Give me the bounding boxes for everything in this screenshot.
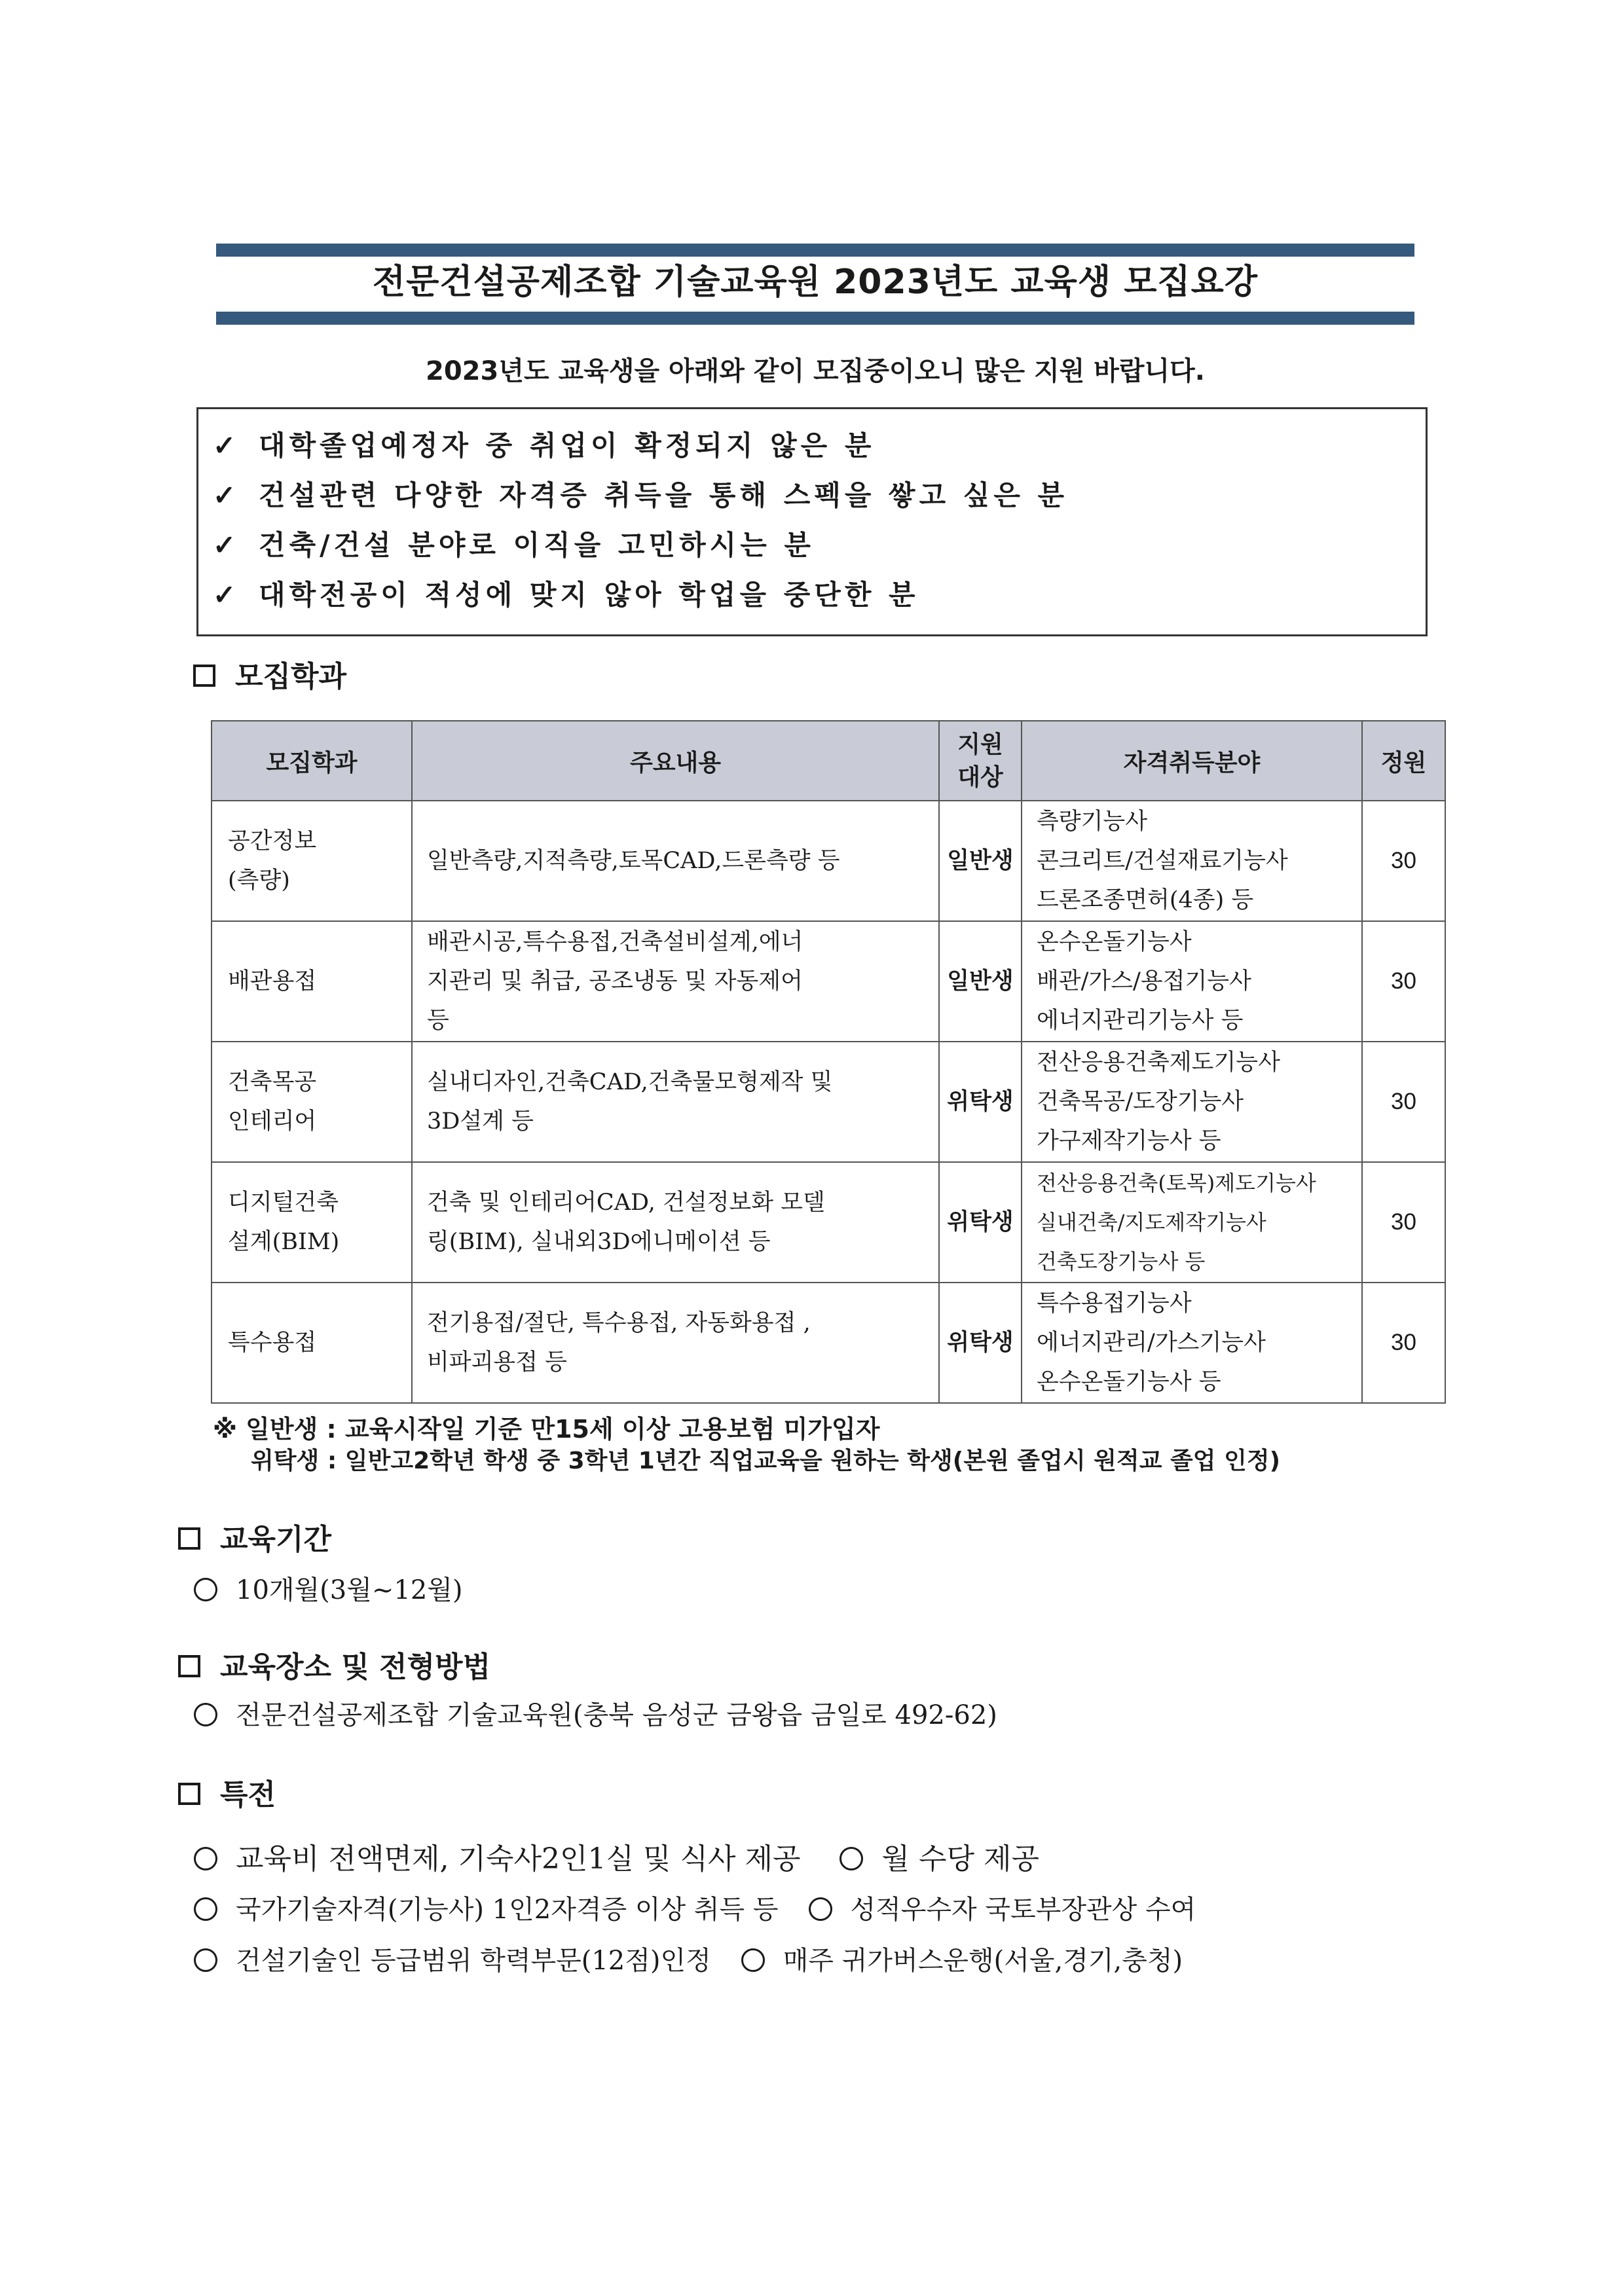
table-row bbox=[212, 1042, 1445, 1162]
table-row bbox=[212, 921, 1445, 1042]
benefits-row-2: 국가기술자격(기능사) 1인2자격증 이상 취득 등 성적우수자 국토부장관상 수여 bbox=[194, 1889, 1196, 1926]
circle-bullet-icon bbox=[741, 1948, 765, 1972]
square-bullet-icon bbox=[178, 1783, 200, 1805]
table-row bbox=[212, 1162, 1445, 1283]
capacity-cell: 30 bbox=[1362, 1042, 1445, 1162]
check-item: ✓ 대학전공이 적성에 맞지 않아 학업을 중단한 분 bbox=[213, 570, 1426, 620]
qualification-cell: 전산응용건축(토목)제도기능사 실내건축/지도제작기능사 건축도장기능사 등 bbox=[1022, 1162, 1362, 1283]
qualification-cell: 특수용접기능사 에너지관리/가스기능사 온수온돌기능사 등 bbox=[1022, 1283, 1362, 1403]
check-item: ✓ 대학졸업예정자 중 취업이 확정되지 않은 분 bbox=[213, 421, 1426, 471]
check-item: ✓ 건설관련 다양한 자격증 취득을 통해 스펙을 쌓고 싶은 분 bbox=[213, 471, 1426, 520]
checkmark-icon: ✓ bbox=[213, 529, 236, 561]
checkmark-icon: ✓ bbox=[213, 429, 236, 462]
col-header-dept: 모집학과 bbox=[212, 721, 412, 801]
location-item: 전문건설공제조합 기술교육원(충북 음성군 금왕읍 금일로 492-62) bbox=[194, 1694, 997, 1732]
target-cell: 일반생 bbox=[939, 921, 1022, 1042]
circle-bullet-icon bbox=[809, 1897, 832, 1921]
circle-bullet-icon bbox=[194, 1897, 217, 1921]
col-header-capacity: 정원 bbox=[1362, 721, 1445, 801]
section-heading-period: 교육기간 bbox=[178, 1516, 331, 1558]
capacity-cell: 30 bbox=[1362, 1162, 1445, 1283]
dept-cell: 특수용접 bbox=[212, 1283, 412, 1403]
capacity-cell: 30 bbox=[1362, 801, 1445, 921]
benefits-row-3: 건설기술인 등급범위 학력부문(12점)인정 매주 귀가버스운행(서울,경기,충청) bbox=[194, 1940, 1183, 1977]
dept-cell: 건축목공 인테리어 bbox=[212, 1042, 412, 1162]
target-audience-box bbox=[196, 407, 1428, 636]
col-header-content: 주요내용 bbox=[412, 721, 939, 801]
benefits-row-1: 교육비 전액면제, 기숙사2인1실 및 식사 제공 월 수당 제공 bbox=[194, 1835, 1039, 1877]
table-row bbox=[212, 801, 1445, 921]
content-cell: 일반측량,지적측량,토목CAD,드론측량 등 bbox=[412, 801, 939, 921]
circle-bullet-icon bbox=[194, 1703, 217, 1726]
check-item: ✓ 건축/건설 분야로 이직을 고민하시는 분 bbox=[213, 520, 1426, 570]
dept-cell: 배관용접 bbox=[212, 921, 412, 1042]
qualification-cell: 전산응용건축제도기능사 건축목공/도장기능사 가구제작기능사 등 bbox=[1022, 1042, 1362, 1162]
target-cell: 위탁생 bbox=[939, 1283, 1022, 1403]
capacity-cell: 30 bbox=[1362, 921, 1445, 1042]
square-bullet-icon bbox=[193, 665, 215, 687]
page-title: 전문건설공제조합 기술교육원 2023년도 교육생 모집요강 bbox=[372, 263, 1259, 302]
circle-bullet-icon bbox=[194, 1578, 217, 1601]
square-bullet-icon bbox=[178, 1655, 200, 1677]
section-heading-departments: 모집학과 bbox=[193, 653, 346, 695]
note-general-student: ※ 일반생 : 교육시작일 기준 만15세 이상 고용보험 미가입자 bbox=[213, 1415, 880, 1444]
target-cell: 위탁생 bbox=[939, 1162, 1022, 1283]
checkmark-icon: ✓ bbox=[213, 479, 236, 511]
target-cell: 일반생 bbox=[939, 801, 1022, 921]
section-heading-benefits: 특전 bbox=[178, 1771, 276, 1813]
content-cell: 전기용접/절단, 특수용접, 자동화용접 , 비파괴용접 등 bbox=[412, 1283, 939, 1403]
square-bullet-icon bbox=[178, 1527, 200, 1550]
col-header-target: 지원 대상 bbox=[939, 721, 1022, 801]
capacity-cell: 30 bbox=[1362, 1283, 1445, 1403]
content-cell: 실내디자인,건축CAD,건축물모형제작 및 3D설계 등 bbox=[412, 1042, 939, 1162]
circle-bullet-icon bbox=[194, 1948, 217, 1972]
dept-cell: 디지털건축 설계(BIM) bbox=[212, 1162, 412, 1283]
qualification-cell: 측량기능사 콘크리트/건설재료기능사 드론조종면허(4종) 등 bbox=[1022, 801, 1362, 921]
content-cell: 건축 및 인테리어CAD, 건설정보화 모델 링(BIM), 실내외3D에니메이션 등 bbox=[412, 1162, 939, 1283]
circle-bullet-icon bbox=[840, 1847, 863, 1870]
period-item: 10개월(3월~12월) bbox=[194, 1569, 463, 1607]
dept-cell: 공간정보 (측량) bbox=[212, 801, 412, 921]
target-cell: 위탁생 bbox=[939, 1042, 1022, 1162]
title-bar-bottom bbox=[216, 312, 1414, 325]
checkmark-icon: ✓ bbox=[213, 579, 236, 611]
content-cell: 배관시공,특수용접,건축설비설계,에너 지관리 및 취급, 공조냉동 및 자동제어 등 bbox=[412, 921, 939, 1042]
qualification-cell: 온수온돌기능사 배관/가스/용접기능사 에너지관리기능사 등 bbox=[1022, 921, 1362, 1042]
table-row bbox=[212, 1283, 1445, 1403]
table-header-row bbox=[212, 721, 1445, 801]
col-header-qual: 자격취득분야 bbox=[1022, 721, 1362, 801]
circle-bullet-icon bbox=[194, 1847, 217, 1870]
departments-table bbox=[211, 720, 1446, 1404]
section-heading-location: 교육장소 및 전형방법 bbox=[178, 1643, 490, 1685]
note-consigned-student: 위탁생 : 일반고2학년 학생 중 3학년 1년간 직업교육을 원하는 학생(본원 졸업시 원적교 졸업 인정) bbox=[251, 1448, 1281, 1474]
subtitle: 2023년도 교육생을 아래와 같이 모집중이오니 많은 지원 바랍니다. bbox=[425, 356, 1205, 386]
